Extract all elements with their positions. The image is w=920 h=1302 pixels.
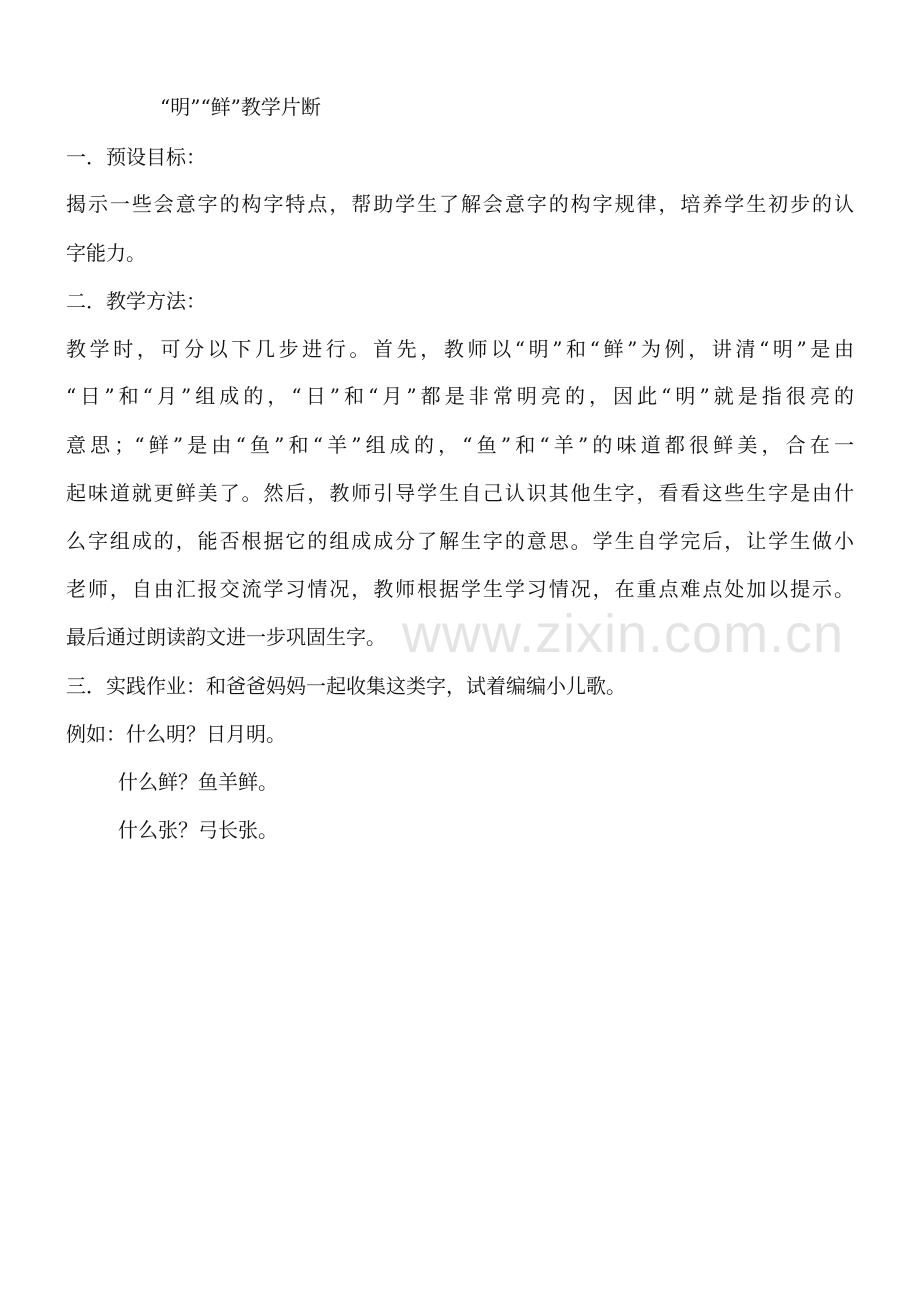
paragraph-line: 老师，自由汇报交流学习情况，教师根据学生学习情况，在重点难点处加以提示。 <box>66 577 854 601</box>
paragraph-line: 揭示一些会意字的构字特点，帮助学生了解会意字的构字规律，培养学生初步的认 <box>66 192 854 216</box>
paragraph-line: 教学时，可分以下几步进行。首先，教师以“明”和“鲜”为例，讲清“明”是由 <box>66 337 854 361</box>
paragraph-line: 字能力。 <box>66 241 146 265</box>
paragraph-line: 意思；“鲜”是由“鱼”和“羊”组成的，“鱼”和“羊”的味道都很鲜美，合在一 <box>66 433 854 457</box>
watermark: www.zixin.com.cn <box>402 604 845 664</box>
section-heading-homework: 三．实践作业：和爸爸妈妈一起收集这类字，试着编编小儿歌。 <box>66 674 626 698</box>
paragraph-line: “日”和“月”组成的，“日”和“月”都是非常明亮的，因此“明”就是指很亮的 <box>66 384 854 408</box>
paragraph-line: 最后通过朗读韵文进一步巩固生字。 <box>66 625 386 649</box>
paragraph-line: 么字组成的，能否根据它的组成成分了解生字的意思。学生自学完后，让学生做小 <box>66 529 854 553</box>
document-title: “明”“鲜”教学片断 <box>160 95 321 119</box>
section-heading-methods: 二．教学方法： <box>66 289 206 313</box>
example-line: 什么鲜？鱼羊鲜。 <box>118 770 278 794</box>
paragraph-line: 起味道就更鲜美了。然后，教师引导学生自己认识其他生字，看看这些生字是由什 <box>66 481 854 505</box>
example-label: 例如：什么明？日月明。 <box>66 722 286 746</box>
example-line: 什么张？弓长张。 <box>118 818 278 842</box>
section-heading-goals: 一．预设目标： <box>66 145 206 169</box>
